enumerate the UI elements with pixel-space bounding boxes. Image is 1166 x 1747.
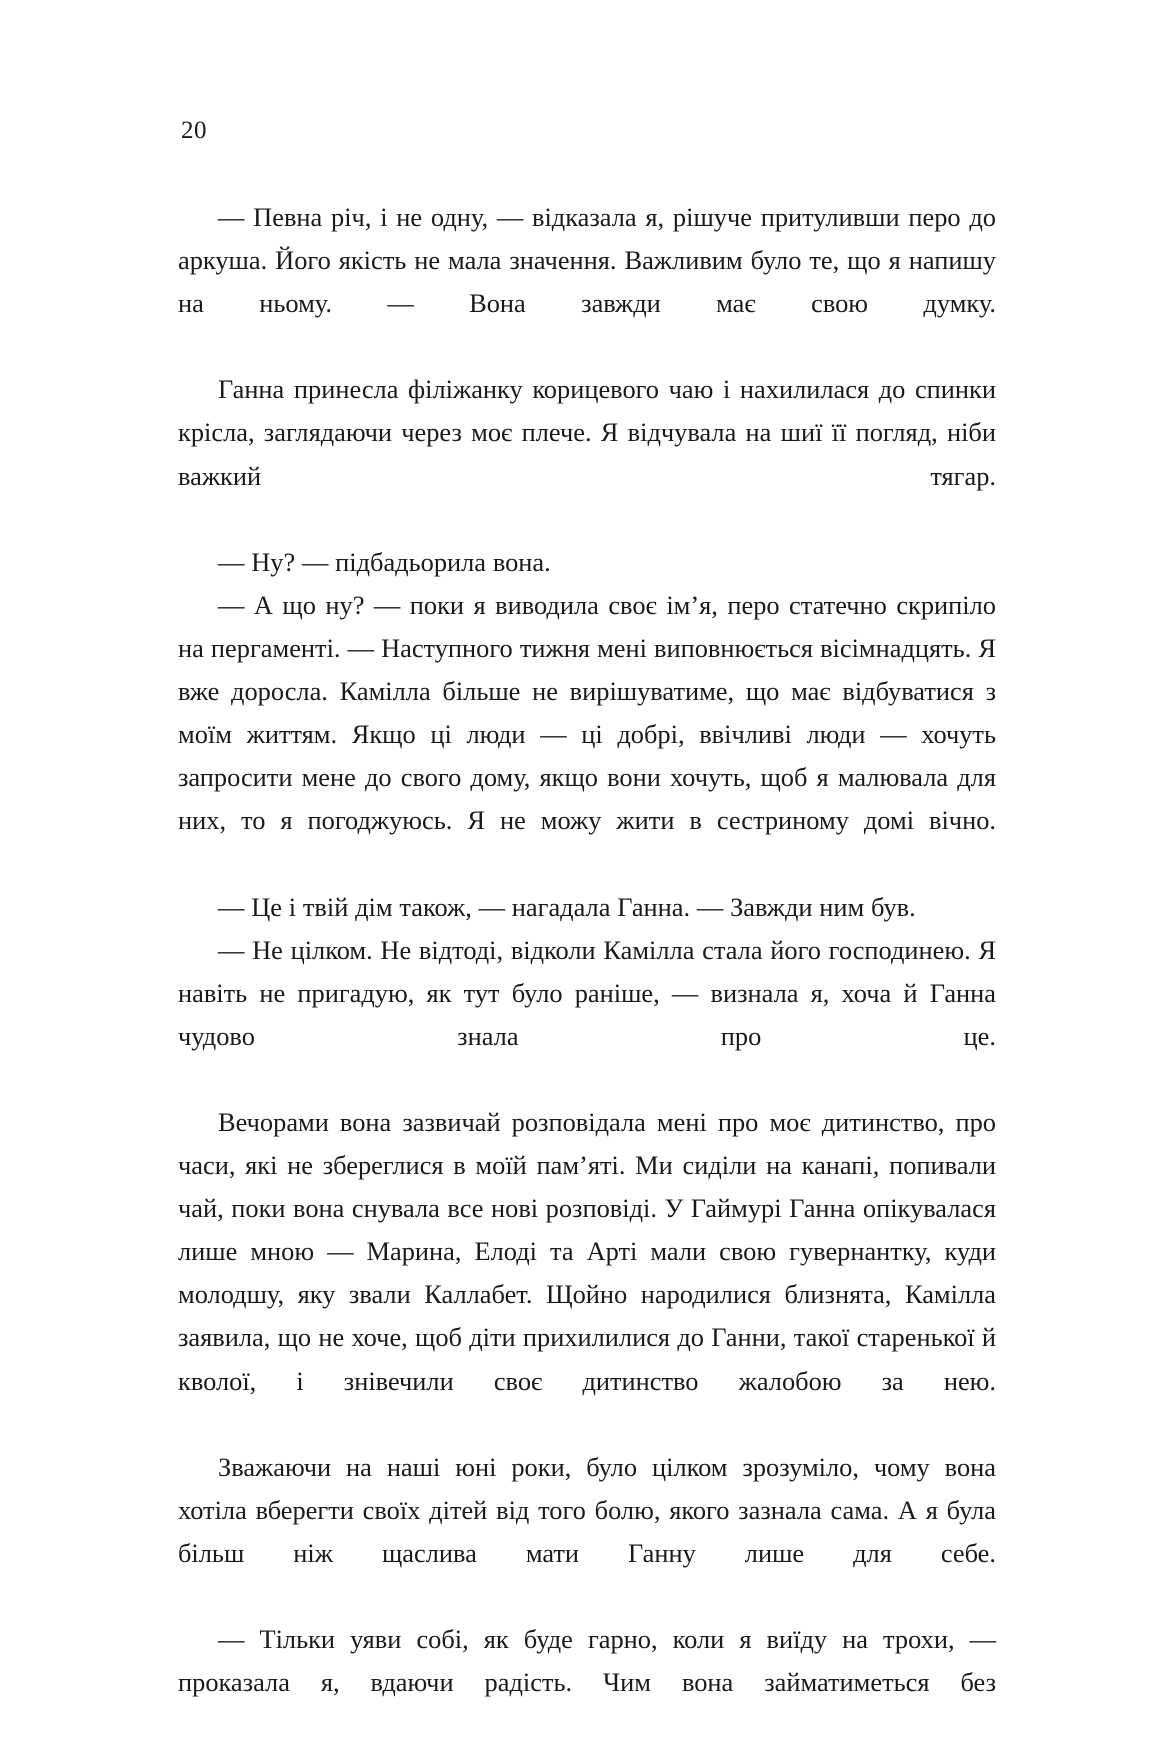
paragraph: Зважаючи на наші юні роки, було цілком зрозуміло, чому вона хотіла вберегти своїх дітей від того болю, якого зазнала сама. А я була більш ніж щаслива мати Ганну лише для себе. [178,1451,996,1568]
paragraph: — Ну? — підбадьорила вона. [218,546,551,577]
paragraph: — Тільки уяви собі, як буде гарно, коли я виїду на трохи, — проказала я, вдаючи радість. Чим вона займатиметься без [178,1624,996,1698]
paragraph: — А що ну? — поки я виводила своє ім’я, перо статечно скрипіло на пергаменті. — Наступного тижня мені виповнюється вісімнадцять. Я вже доросла. Камілла більше не вирішуватиме, що має відбуватися з моїм життям. Якщо ці люди — ці добрі, ввічливі люди — хочуть запросити мене до свого дому, якщо вони хочуть, щоб я малювала для них, то я погоджуюсь. Я не можу жити в сестриному домі вічно. [178,589,996,836]
paragraph: Вечорами вона зазвичай розповідала мені про моє дитинство, про часи, які не збереглися в моїй пам’яті. Ми сиділи на канапі, попивали чай, поки вона снувала все нові розповіді. У Гаймурі Ганна опікувалася лише мною — Марина, Елоді та Арті мали свою гувернантку, куди молодшу, яку звали Каллабет. Щойно народилися близнята, Камілла заявила, що не хоче, щоб діти прихилилися до Ганни, такої стapенької й кволої, і знівечили своє дитинство жалобою за нею. [178,1106,996,1396]
page-number: 20 [181,117,207,144]
body-text-block [178,196,996,1747]
paragraph: — Не цілком. Не відтоді, відколи Камілла стала його господинею. Я навіть не пригадую, як тут було раніше, — визнала я, хоча й Ганна чудово знала про це. [178,934,996,1051]
paragraph: Ганна принесла філіжанку корицевого чаю і нахилилася до спинки крісла, заглядаючи через моє плече. Я відчувала на шиї її погляд, ніби важкий тягар. [178,374,996,491]
paragraph: — Певна річ, і не одну, — відказала я, рішуче притуливши перо до аркуша. Його якість не мала значення. Важливим було те, що я напишу на ньому. — Вона завжди має свою думку. [178,202,996,319]
paragraph: — Це і твій дім також, — нагадала Ганна. — Завжди ним був. [218,891,916,922]
